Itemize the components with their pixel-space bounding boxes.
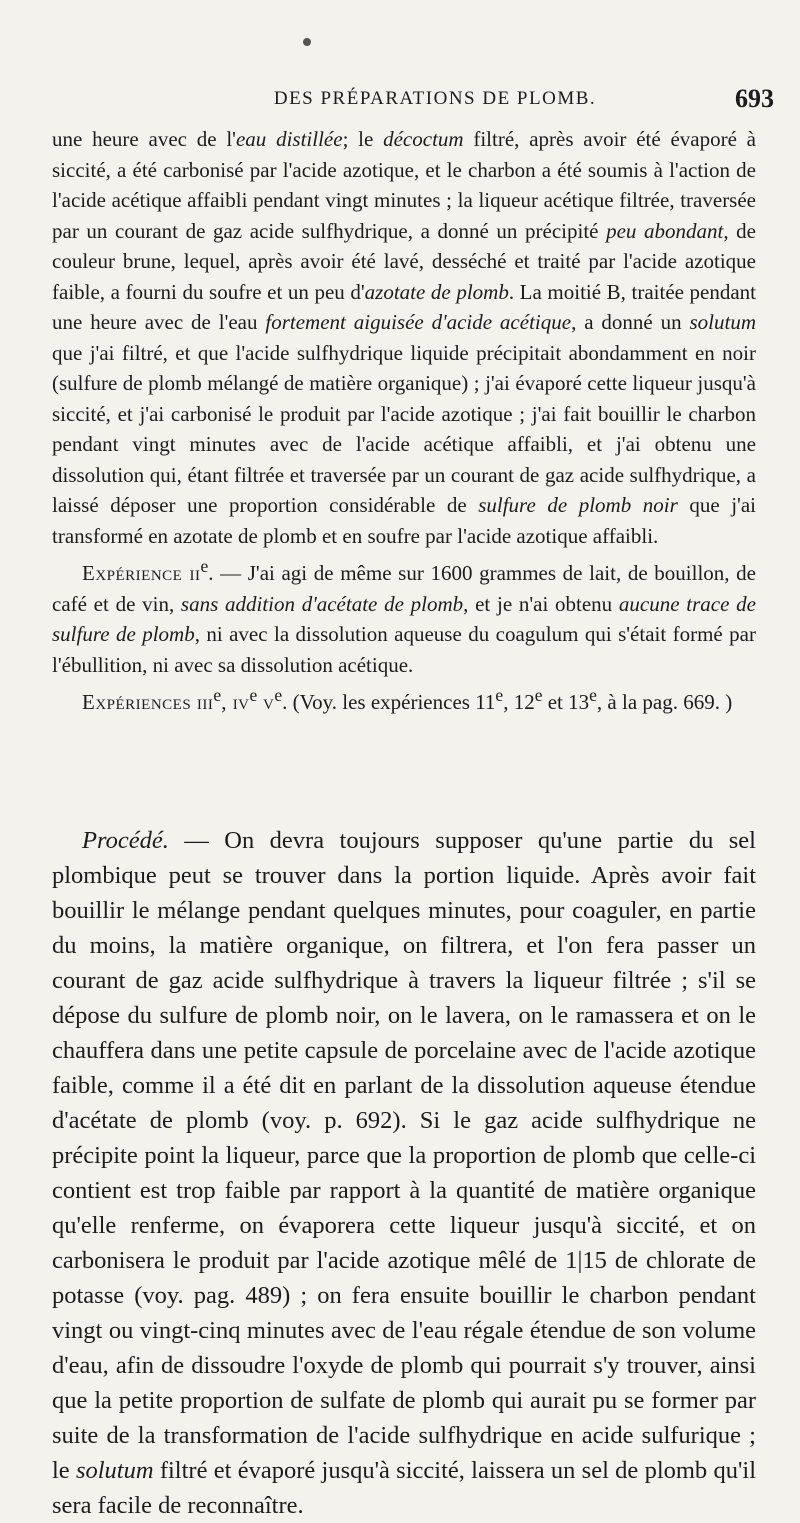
superscript: e bbox=[274, 685, 283, 705]
paragraph-experiences-3-4-5 bbox=[52, 680, 756, 718]
italic-run: solutum bbox=[689, 310, 756, 334]
text-run: une heure avec de l' bbox=[52, 127, 236, 151]
experience-label: Expériences iii bbox=[82, 690, 214, 714]
text-run: , et je n'ai obtenu bbox=[463, 591, 619, 616]
italic-run: décoctum bbox=[383, 127, 464, 151]
text-run: , 12 bbox=[503, 690, 535, 714]
text-run: que j'ai transformé en azotate de plomb et en soufre par l'acide azotique affaibli. bbox=[52, 493, 756, 548]
italic-run: fortement aiguisée d'acide acétique bbox=[265, 310, 572, 334]
text-run: et 13 bbox=[542, 690, 590, 714]
text-run: que j'ai filtré, et que l'acide sulfhydrique liquide précipitait abondamment en noir (sulfure de plomb mélangé de matière organique) ; j'ai évaporé cette liqueur jusqu'à siccité, et j'ai carbonisé le produit par l'acide azotique ; j'ai fait bouillir le charbon pendant vingt minutes avec de l'acide acétique affaibli, et j'ai obtenu une dissolution qui, étant filtrée et traversée par un courant de gaz acide sulfhydrique, a laissé déposer une proportion considérable de bbox=[52, 340, 756, 517]
experience-label: , iv bbox=[221, 690, 250, 714]
superscript: e bbox=[534, 685, 543, 705]
text-run: filtré et évaporé jusqu'à siccité, laissera un sel de plomb qu'il sera facile de reconnaître. bbox=[52, 1457, 756, 1519]
text-run: . — J'ai agi de même sur 1600 grammes de lait, de bouillon, de café et de vin, bbox=[52, 561, 756, 616]
body-text-small bbox=[52, 124, 756, 718]
italic-run: sulfure de plomb noir bbox=[478, 493, 678, 517]
text-run: — On devra toujours supposer qu'une partie du sel plombique peut se trouver dans la portion liquide. Après avoir fait bouillir le mélange pendant quelques minutes, pour coaguler, en partie du moins, la matière organique, on filtrera, et l'on fera passer un courant de gaz acide sulfhydrique à travers la liqueur filtrée ; s'il se dépose du sulfure de plomb noir, on le lavera, on le ramassera et on le chauffera dans une petite capsule de porcelaine avec de l'acide azotique faible, comme il a été dit en parlant de la dissolution aqueuse étendue d'acétate de plomb (voy. p. 692). Si le gaz acide sulfhydrique ne précipite point la liqueur, parce que la proportion de plomb que celle-ci contient est trop faible par rapport à la quantité de matière organique qu'elle renferme, on évaporera cette liqueur jusqu'à siccité, et on carbonisera le produit par l'acide azotique mêlé de 1|15 de chlorate de potasse (voy. pag. 489) ; on fera ensuite bouillir le charbon pendant vingt ou vingt-cinq minutes avec de l'eau régale étendue de son volume d'eau, afin de dissoudre l'oxyde de plomb qui pourrait s'y trouver, ainsi que la petite proportion de sulfate de plomb qui aurait pu se former par suite de la transformation de l'acide sulfhydrique en acide sulfurique ; le bbox=[52, 827, 756, 1484]
superscript: e bbox=[213, 685, 222, 705]
page-number: 693 bbox=[735, 84, 774, 113]
procede-label: Procédé. bbox=[82, 827, 169, 854]
text-run: , de couleur brune, lequel, après avoir été lavé, desséché et traité par l'acide azotique faible, a fourni du soufre et un peu d' bbox=[52, 218, 756, 304]
text-run: . La moitié B, traitée pendant une heure avec de l'eau bbox=[52, 279, 757, 334]
text-run: filtré, après avoir été évaporé à siccité, a été carbonisé par l'acide azotique, et le charbon a été soumis à l'action de l'acide acétique affaibli pendant vingt minutes ; la liqueur acétique filtrée, traversée par un courant de gaz acide sulfhydrique, a donné un précipité bbox=[52, 127, 756, 243]
italic-run: eau distillée bbox=[235, 127, 343, 151]
text-run: , a donné un bbox=[571, 310, 690, 334]
text-run: . (Voy. les expériences 11 bbox=[282, 690, 496, 714]
superscript: e bbox=[200, 556, 209, 576]
italic-run: sans addition d'acétate de plomb bbox=[180, 591, 464, 616]
paragraph-procede bbox=[52, 823, 756, 1523]
paragraph-experience-2 bbox=[52, 551, 756, 680]
italic-run: azotate de plomb bbox=[364, 279, 509, 304]
superscript: e bbox=[495, 685, 504, 705]
ink-dot bbox=[303, 38, 311, 46]
experience-label: v bbox=[257, 690, 275, 714]
italic-run: peu abondant bbox=[606, 218, 724, 243]
body-text-large bbox=[52, 823, 756, 1523]
superscript: e bbox=[249, 685, 258, 705]
text-run: , à la pag. 669. ) bbox=[596, 690, 733, 714]
italic-run: solutum bbox=[75, 1457, 154, 1484]
experience-label: Expérience ii bbox=[82, 561, 201, 585]
superscript: e bbox=[589, 685, 597, 705]
text-run: , ni avec la dissolution aqueuse du coagulum qui s'était formé par l'ébullition, ni avec sa dissolution acétique. bbox=[52, 622, 756, 677]
paragraph-experiment-1-continued bbox=[52, 124, 756, 551]
page-header bbox=[96, 84, 774, 118]
italic-run: aucune trace de sulfure de plomb bbox=[52, 591, 756, 646]
text-run: ; le bbox=[342, 127, 384, 151]
running-title: DES PRÉPARATIONS DE PLOMB. bbox=[273, 88, 597, 109]
